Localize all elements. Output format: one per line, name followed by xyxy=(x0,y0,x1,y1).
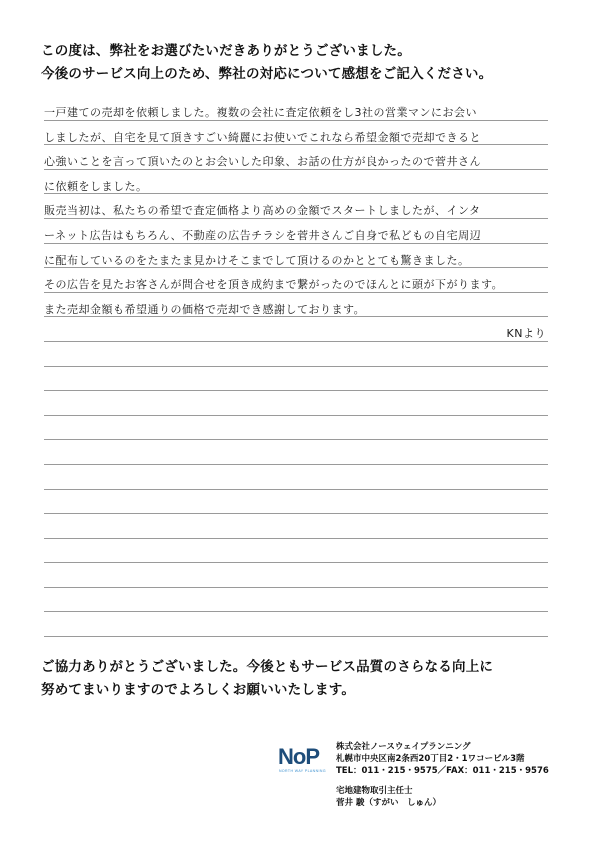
blank-line xyxy=(44,539,548,564)
blank-line xyxy=(44,514,548,539)
license-title: 宅地建物取引主任士 xyxy=(336,786,413,796)
thanks-line-2: 努めてまいりますのでよろしくお願いいたします。 xyxy=(41,682,356,698)
blank-line xyxy=(44,391,548,416)
blank-line xyxy=(44,367,548,392)
comment-line: 心強いことを言って頂いたのとお会いした印象、お話の仕方が良かったので菅井さん xyxy=(44,145,548,170)
intro-text xyxy=(41,40,581,86)
comment-line: 一戸建ての売却を依頼しました。複数の会社に査定依頼をし3社の営業マンにお会い xyxy=(44,96,548,121)
blank-line xyxy=(44,465,548,490)
blank-line xyxy=(44,612,548,637)
comment-line: また売却金額も希望通りの価格で売却でき感謝しております。 xyxy=(44,293,548,318)
comment-line: ーネット広告はもちろん、不動産の広告チラシを菅井さんご自身で私どもの自宅周辺 xyxy=(44,219,548,244)
company-name: 株式会社ノースウェイプランニング xyxy=(336,742,471,752)
logo-subtext: NORTH WAY PLANNING xyxy=(279,769,326,773)
agent-name: 菅井 駿（すがい しゅん） xyxy=(336,798,441,808)
logo-wordmark: NoP xyxy=(278,744,319,769)
company-contact: TEL：011・215・9575／FAX：011・215・9576 xyxy=(336,766,549,776)
comment-line: 販売当初は、私たちの希望で査定価格より高めの金額でスタートしましたが、インタ xyxy=(44,194,548,219)
blank-line xyxy=(44,563,548,588)
intro-line-1: この度は、弊社をお選びたいだきありがとうございました。 xyxy=(41,43,411,59)
thanks-text xyxy=(41,656,581,702)
blank-line xyxy=(44,490,548,515)
company-logo xyxy=(276,744,330,780)
blank-line xyxy=(44,440,548,465)
signature-line: KNより xyxy=(44,317,548,342)
thanks-line-1: ご協力ありがとうございました。今後ともサービス品質のさらなる向上に xyxy=(41,659,494,675)
comment-line: その広告を見たお客さんが問合せを頂き成約まで繋がったのでほんとに頭が下がります。 xyxy=(44,268,548,293)
blank-line xyxy=(44,588,548,613)
comment-line: に配布しているのをたまたま見かけそこまでして頂けるのかととても驚きました。 xyxy=(44,244,548,269)
comment-line: に依頼をしました。 xyxy=(44,170,548,195)
company-info xyxy=(336,741,549,777)
intro-line-2: 今後のサービス向上のため、弊社の対応について感想をご記入ください。 xyxy=(41,66,493,82)
handwritten-comment-area xyxy=(44,96,548,637)
blank-line xyxy=(44,342,548,367)
comment-line: しましたが、自宅を見て頂きすごい綺麗にお使いでこれなら希望金額で売却できると xyxy=(44,121,548,146)
agent-info xyxy=(336,785,441,809)
company-address: 札幌市中央区南2条西20丁目2・1ワコービル3階 xyxy=(336,754,525,764)
blank-line xyxy=(44,416,548,441)
